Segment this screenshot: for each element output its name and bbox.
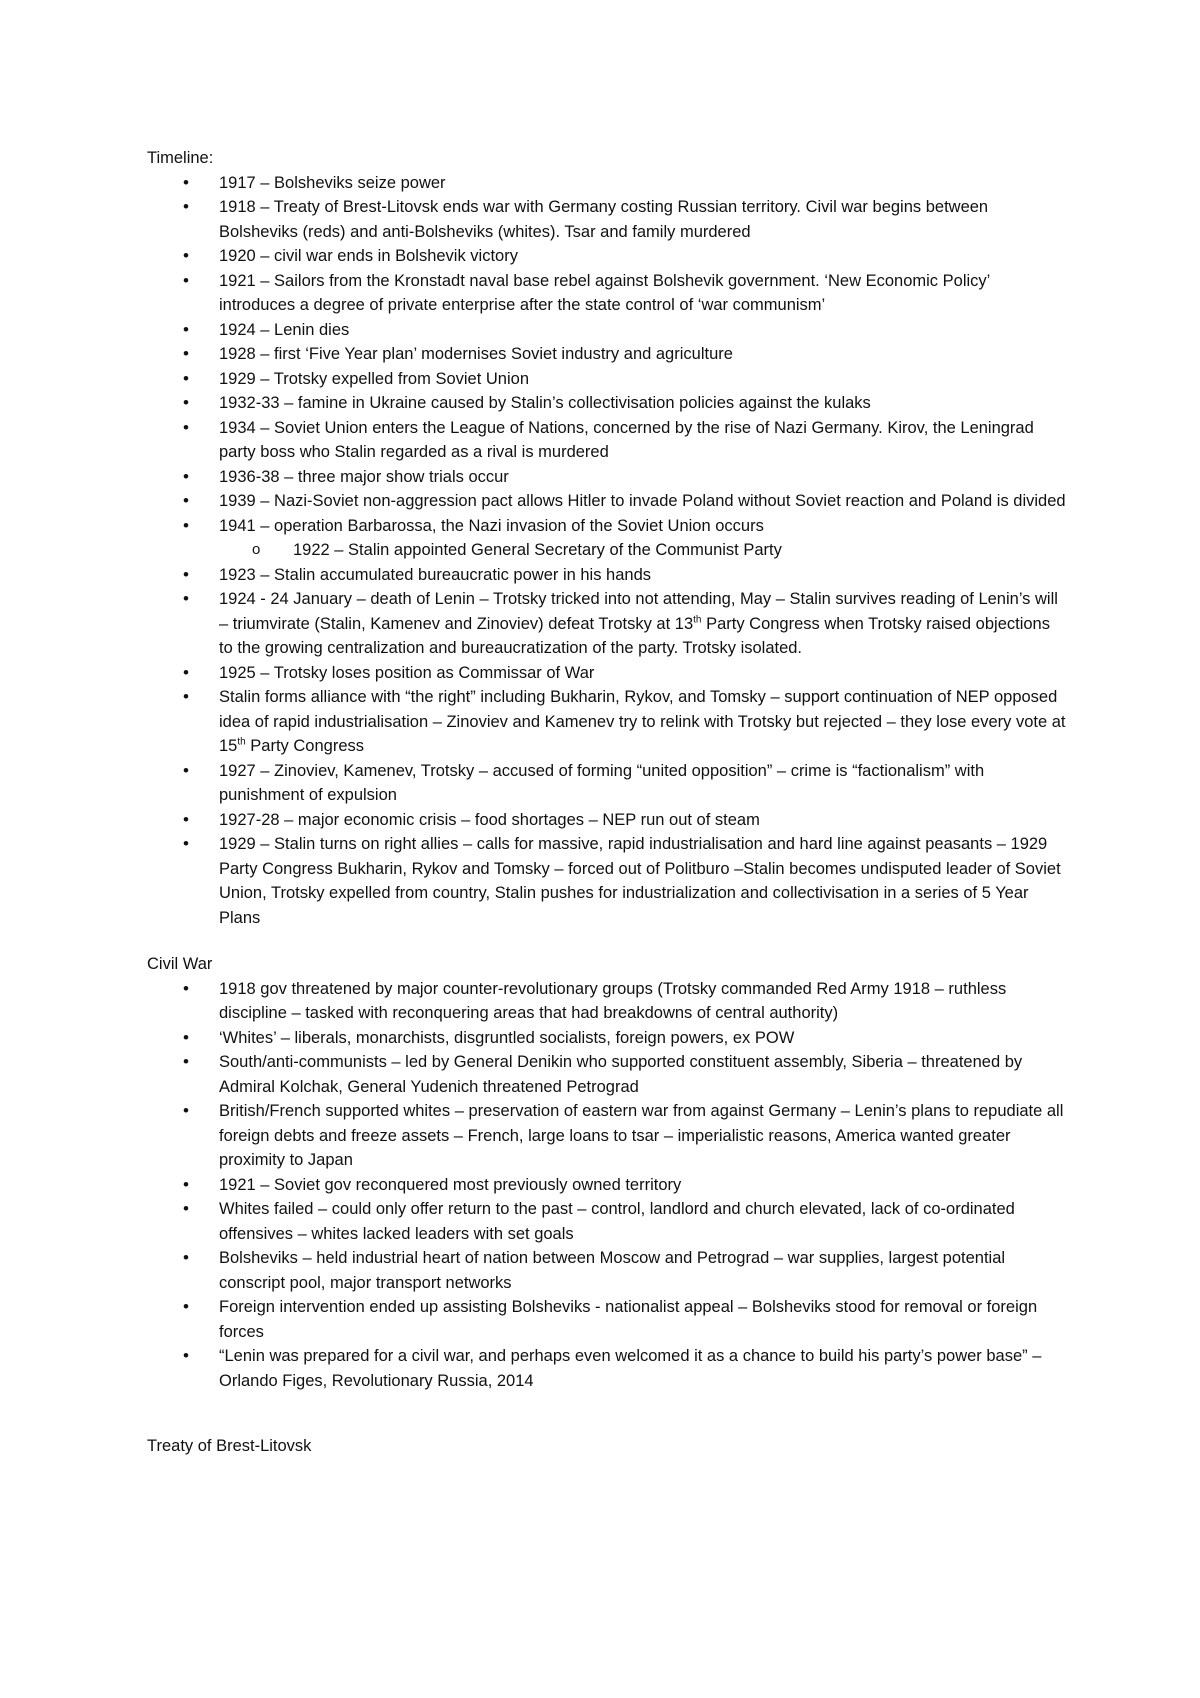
list-item: • 1939 – Nazi-Soviet non-aggression pact allows Hitler to invade Poland without Soviet reaction and Poland is divided: [147, 489, 1067, 514]
list-item: • British/French supported whites – preservation of eastern war from against Germany – Lenin’s plans to repudiate all foreign debts and freeze assets – French, large loans to tsar – imperialistic reasons, America wanted greater proximity to Japan: [147, 1099, 1067, 1173]
list-item: • 1929 – Trotsky expelled from Soviet Union: [147, 367, 1067, 392]
list-item: • 1921 – Soviet gov reconquered most previously owned territory: [147, 1173, 1067, 1198]
list-item: • 1941 – operation Barbarossa, the Nazi invasion of the Soviet Union occurs: [147, 514, 1067, 539]
list-item: [147, 587, 1067, 661]
treaty-heading: Treaty of Brest-Litovsk: [147, 1437, 312, 1455]
list-item: • 1918 – Treaty of Brest-Litovsk ends war with Germany costing Russian territory. Civil war begins between Bolsheviks (reds) and anti-Bolsheviks (whites). Tsar and family murdered: [147, 195, 1067, 244]
list-item-text: Party Congress: [245, 737, 364, 755]
sub-list-item: o 1922 – Stalin appointed General Secretary of the Communist Party: [147, 538, 1067, 563]
list-item: • Bolsheviks – held industrial heart of nation between Moscow and Petrograd – war supplies, largest potential conscript pool, major transport networks: [147, 1246, 1067, 1295]
ordinal-suffix: th: [693, 614, 702, 625]
list-item: • “Lenin was prepared for a civil war, and perhaps even welcomed it as a chance to build his party’s power base” – Orlando Figes, Revolutionary Russia, 2014: [147, 1344, 1067, 1393]
list-item: • 1923 – Stalin accumulated bureaucratic power in his hands: [147, 563, 1067, 588]
list-item: • Foreign intervention ended up assisting Bolsheviks - nationalist appeal – Bolsheviks stood for removal or foreign forces: [147, 1295, 1067, 1344]
list-item: • 1927 – Zinoviev, Kamenev, Trotsky – accused of forming “united opposition” – crime is “factionalism” with punishment of expulsion: [147, 759, 1067, 808]
list-item: • 1936-38 – three major show trials occur: [147, 465, 1067, 490]
list-item: • 1927-28 – major economic crisis – food shortages – NEP run out of steam: [147, 808, 1067, 833]
list-item: • 1918 gov threatened by major counter-revolutionary groups (Trotsky commanded Red Army 1918 – ruthless discipline – tasked with reconquering areas that had breakdowns of central authority): [147, 977, 1067, 1026]
list-item: • 1925 – Trotsky loses position as Commissar of War: [147, 661, 1067, 686]
list-item: • 1929 – Stalin turns on right allies – calls for massive, rapid industrialisation and hard line against peasants – 1929 Party Congress Bukharin, Rykov and Tomsky – forced out of Politburo –Stalin becomes undisputed leader of Soviet Union, Trotsky expelled from country, Stalin pushes for industrialization and collectivisation in a series of 5 Year Plans: [147, 832, 1067, 930]
list-item: • 1917 – Bolsheviks seize power: [147, 171, 1067, 196]
civil-war-heading: Civil War: [147, 955, 213, 973]
list-item: • ‘Whites’ – liberals, monarchists, disgruntled socialists, foreign powers, ex POW: [147, 1026, 1067, 1051]
list-item: • South/anti-communists – led by General Denikin who supported constituent assembly, Siberia – threatened by Admiral Kolchak, General Yudenich threatened Petrograd: [147, 1050, 1067, 1099]
list-item: [147, 685, 1067, 759]
list-item: • 1932-33 – famine in Ukraine caused by Stalin’s collectivisation policies against the kulaks: [147, 391, 1067, 416]
list-item: • Whites failed – could only offer return to the past – control, landlord and church elevated, lack of co-ordinated offensives – whites lacked leaders with set goals: [147, 1197, 1067, 1246]
list-item-text: 1924 - 24 January – death of Lenin – Trotsky tricked into not attending, May – Stalin survives reading of Lenin’s will – triumvirate (Stalin, Kamenev and Zinoviev) defeat Trotsky at 13: [219, 590, 1058, 633]
document-page: [147, 146, 1067, 1459]
timeline-heading: Timeline:: [147, 149, 214, 167]
timeline-list: [147, 171, 1067, 931]
list-item: • 1921 – Sailors from the Kronstadt naval base rebel against Bolshevik government. ‘New Economic Policy’ introduces a degree of private enterprise after the state control of ‘war communism’: [147, 269, 1067, 318]
ordinal-suffix: th: [237, 736, 246, 748]
list-item: • 1928 – first ‘Five Year plan’ modernises Soviet industry and agriculture: [147, 342, 1067, 367]
list-item: • 1920 – civil war ends in Bolshevik victory: [147, 244, 1067, 269]
list-item: • 1924 – Lenin dies: [147, 318, 1067, 343]
list-item-text: Stalin forms alliance with “the right” including Bukharin, Rykov, and Tomsky – support continuation of NEP opposed idea of rapid industrialisation – Zinoviev and Kamenev try to relink with Trotsky but rejected – they lose every vote at 15: [219, 688, 1066, 755]
list-item: • 1934 – Soviet Union enters the League of Nations, concerned by the rise of Nazi Germany. Kirov, the Leningrad party boss who Stalin regarded as a rival is murdered: [147, 416, 1067, 465]
list-item-text: Party Congress when Trotsky raised objections to the growing centralization and bureaucratization of the party. Trotsky isolated.: [219, 614, 1050, 657]
civil-war-list: [147, 977, 1067, 1394]
